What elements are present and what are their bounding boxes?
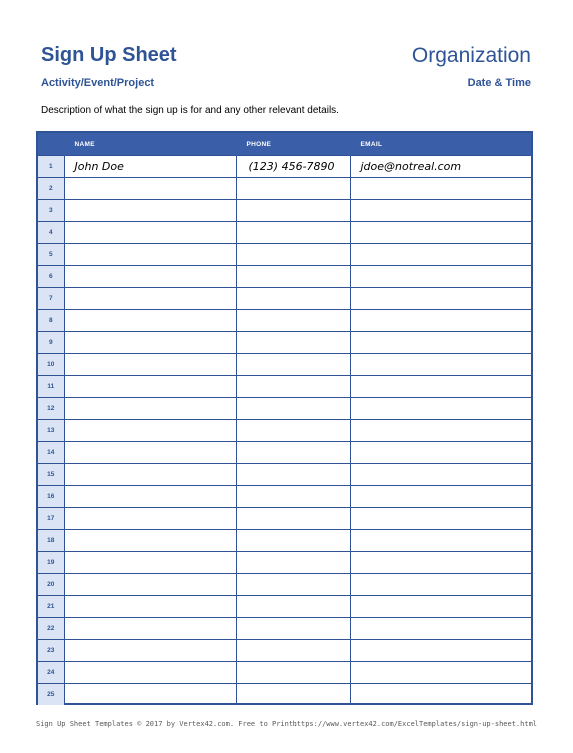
description-text[interactable]: Description of what the sign up is for and any other relevant details. (41, 105, 339, 116)
email-cell[interactable] (350, 684, 531, 706)
table-header-row (38, 133, 531, 156)
email-cell[interactable] (350, 376, 531, 398)
name-cell[interactable] (64, 486, 236, 508)
phone-cell[interactable] (236, 178, 350, 200)
email-cell[interactable] (350, 464, 531, 486)
table-row (38, 398, 531, 420)
phone-cell[interactable] (236, 530, 350, 552)
row-number: 19 (38, 552, 64, 574)
column-header-name: NAME (64, 133, 236, 156)
sign-up-table-frame (36, 131, 533, 705)
row-number: 17 (38, 508, 64, 530)
name-cell[interactable] (64, 332, 236, 354)
row-number: 5 (38, 244, 64, 266)
email-cell[interactable] (350, 178, 531, 200)
page-title: Sign Up Sheet (41, 44, 177, 66)
table-row (38, 684, 531, 706)
name-cell[interactable] (64, 244, 236, 266)
phone-cell[interactable] (236, 332, 350, 354)
email-cell[interactable] (350, 398, 531, 420)
phone-cell[interactable] (236, 376, 350, 398)
name-cell[interactable] (64, 596, 236, 618)
name-cell[interactable] (64, 420, 236, 442)
name-cell[interactable] (64, 662, 236, 684)
activity-label[interactable]: Activity/Event/Project (41, 77, 155, 89)
table-row (38, 288, 531, 310)
email-cell[interactable] (350, 618, 531, 640)
phone-cell[interactable]: (123) 456-7890 (236, 156, 350, 178)
phone-cell[interactable] (236, 200, 350, 222)
table-row (38, 266, 531, 288)
row-number: 23 (38, 640, 64, 662)
email-cell[interactable] (350, 596, 531, 618)
name-cell[interactable] (64, 442, 236, 464)
name-cell[interactable] (64, 640, 236, 662)
email-cell[interactable] (350, 442, 531, 464)
row-number: 18 (38, 530, 64, 552)
name-cell[interactable] (64, 310, 236, 332)
row-number: 9 (38, 332, 64, 354)
name-cell[interactable] (64, 200, 236, 222)
name-cell[interactable] (64, 552, 236, 574)
phone-cell[interactable] (236, 574, 350, 596)
email-cell[interactable] (350, 200, 531, 222)
table-row (38, 156, 531, 178)
table-row (38, 574, 531, 596)
phone-cell[interactable] (236, 222, 350, 244)
name-cell[interactable] (64, 222, 236, 244)
name-cell[interactable] (64, 354, 236, 376)
table-row (38, 310, 531, 332)
sign-up-table (38, 133, 531, 705)
row-number: 20 (38, 574, 64, 596)
row-number: 4 (38, 222, 64, 244)
table-row (38, 596, 531, 618)
phone-cell[interactable] (236, 684, 350, 706)
phone-cell[interactable] (236, 618, 350, 640)
table-row (38, 200, 531, 222)
name-cell[interactable]: John Doe (64, 156, 236, 178)
row-number: 14 (38, 442, 64, 464)
name-cell[interactable] (64, 178, 236, 200)
email-cell[interactable] (350, 288, 531, 310)
email-cell[interactable] (350, 662, 531, 684)
row-number: 16 (38, 486, 64, 508)
row-number: 10 (38, 354, 64, 376)
table-row (38, 442, 531, 464)
name-cell[interactable] (64, 508, 236, 530)
column-header-email: EMAIL (350, 133, 531, 156)
phone-cell[interactable] (236, 662, 350, 684)
email-cell[interactable] (350, 486, 531, 508)
phone-cell[interactable] (236, 442, 350, 464)
name-cell[interactable] (64, 530, 236, 552)
phone-cell[interactable] (236, 508, 350, 530)
table-row (38, 508, 531, 530)
email-cell[interactable] (350, 332, 531, 354)
phone-cell[interactable] (236, 552, 350, 574)
row-number: 3 (38, 200, 64, 222)
phone-cell[interactable] (236, 420, 350, 442)
phone-cell[interactable] (236, 310, 350, 332)
table-row (38, 618, 531, 640)
email-cell[interactable] (350, 222, 531, 244)
table-row (38, 244, 531, 266)
row-number: 1 (38, 156, 64, 178)
phone-cell[interactable] (236, 288, 350, 310)
table-row (38, 530, 531, 552)
email-cell[interactable] (350, 354, 531, 376)
phone-cell[interactable] (236, 266, 350, 288)
table-row (38, 354, 531, 376)
phone-cell[interactable] (236, 486, 350, 508)
organization-label[interactable]: Organization (411, 44, 531, 67)
phone-cell[interactable] (236, 596, 350, 618)
column-header-phone: PHONE (236, 133, 350, 156)
name-cell[interactable] (64, 288, 236, 310)
column-header-number (38, 133, 64, 156)
email-cell[interactable] (350, 266, 531, 288)
table-row (38, 486, 531, 508)
table-row (38, 420, 531, 442)
table-row (38, 222, 531, 244)
email-cell[interactable] (350, 530, 531, 552)
table-row (38, 552, 531, 574)
phone-cell[interactable] (236, 464, 350, 486)
name-cell[interactable] (64, 376, 236, 398)
row-number: 15 (38, 464, 64, 486)
name-cell[interactable] (64, 464, 236, 486)
row-number: 24 (38, 662, 64, 684)
email-cell[interactable] (350, 310, 531, 332)
email-cell[interactable] (350, 574, 531, 596)
name-cell[interactable] (64, 684, 236, 706)
table-row (38, 332, 531, 354)
table-row (38, 640, 531, 662)
table-row (38, 178, 531, 200)
row-number: 22 (38, 618, 64, 640)
phone-cell[interactable] (236, 398, 350, 420)
name-cell[interactable] (64, 398, 236, 420)
name-cell[interactable] (64, 266, 236, 288)
row-number: 12 (38, 398, 64, 420)
name-cell[interactable] (64, 574, 236, 596)
row-number: 2 (38, 178, 64, 200)
phone-cell[interactable] (236, 354, 350, 376)
row-number: 11 (38, 376, 64, 398)
row-number: 13 (38, 420, 64, 442)
row-number: 25 (38, 684, 64, 706)
phone-cell[interactable] (236, 640, 350, 662)
date-time-label[interactable]: Date & Time (467, 77, 531, 89)
table-row (38, 662, 531, 684)
table-row (38, 376, 531, 398)
footer-url[interactable]: https://www.vertex42.com/ExcelTemplates/sign-up-sheet.html (292, 720, 537, 728)
email-cell[interactable] (350, 508, 531, 530)
email-cell[interactable] (350, 420, 531, 442)
email-cell[interactable]: jdoe@notreal.com (350, 156, 531, 178)
phone-cell[interactable] (236, 244, 350, 266)
row-number: 6 (38, 266, 64, 288)
table-row (38, 464, 531, 486)
row-number: 7 (38, 288, 64, 310)
footer-copyright: Sign Up Sheet Templates © 2017 by Vertex42.com. Free to Print. (36, 720, 298, 728)
email-cell[interactable] (350, 640, 531, 662)
email-cell[interactable] (350, 552, 531, 574)
name-cell[interactable] (64, 618, 236, 640)
email-cell[interactable] (350, 244, 531, 266)
row-number: 8 (38, 310, 64, 332)
row-number: 21 (38, 596, 64, 618)
